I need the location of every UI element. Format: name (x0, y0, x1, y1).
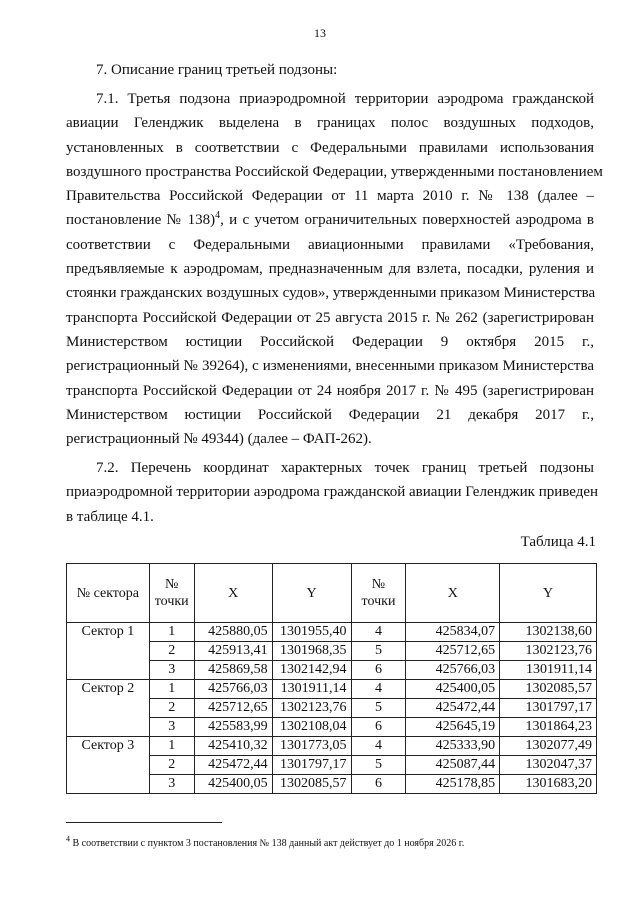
point-number: 4 (351, 623, 406, 642)
table-caption: Таблица 4.1 (520, 534, 596, 550)
footnote (66, 834, 465, 849)
point-number: 5 (351, 699, 406, 718)
section-heading: 7. Описание границ третьей подзоны: (96, 62, 338, 78)
y-value: 1302142,94 (272, 661, 351, 680)
x-value: 425834,07 (406, 623, 500, 642)
x-value: 425400,05 (406, 680, 500, 699)
x-value: 425869,58 (194, 661, 272, 680)
paragraph-line: предъявляемые к аэродромам, предназначенным для взлета, посадки, руления и (66, 261, 594, 278)
paragraph-7-2 (66, 456, 599, 529)
point-number: 4 (351, 737, 406, 756)
header-x: X (406, 564, 500, 623)
y-value: 1301797,17 (500, 699, 597, 718)
y-value: 1301955,40 (272, 623, 351, 642)
y-value: 1302123,76 (500, 642, 597, 661)
paragraph-line: Правительства Российской Федерации от 11 марта 2010 г. № 138 (далее – (66, 188, 594, 205)
y-value: 1302108,04 (272, 718, 351, 737)
paragraph-line: Министерством юстиции Российской Федерации 9 октября 2015 г., (66, 333, 594, 350)
paragraph-line: в таблице 4.1. (66, 508, 154, 525)
x-value: 425913,41 (194, 642, 272, 661)
footnote-divider (66, 822, 222, 823)
header-y: Y (500, 564, 597, 623)
sector-name: Сектор 1 (67, 623, 150, 680)
paragraph-line: транспорта Российской Федерации от 25 августа 2015 г. № 262 (зарегистрирован (66, 309, 594, 326)
footnote-text: В соответствии с пунктом 3 постановления № 138 данный акт действует до 1 ноября 2026 г. (70, 838, 465, 849)
x-value: 425712,65 (194, 699, 272, 718)
header-point: № точки (149, 564, 194, 623)
x-value: 425712,65 (406, 642, 500, 661)
x-value: 425880,05 (194, 623, 272, 642)
y-value: 1301797,17 (272, 756, 351, 775)
x-value: 425400,05 (194, 775, 272, 794)
x-value: 425472,44 (406, 699, 500, 718)
point-number: 3 (149, 718, 194, 737)
table-row (67, 737, 597, 756)
paragraph-line: соответствии с Федеральными авиационными правилами «Требования, (66, 236, 594, 253)
sector-name: Сектор 2 (67, 680, 150, 737)
table-body (67, 623, 597, 794)
y-value: 1301864,23 (500, 718, 597, 737)
header-y: Y (272, 564, 351, 623)
header-point: № точки (351, 564, 406, 623)
paragraph-line: авиации Геленджик выделена в границах полос воздушных подходов, (66, 115, 594, 132)
x-value: 425645,19 (406, 718, 500, 737)
point-number: 1 (149, 680, 194, 699)
x-value: 425178,85 (406, 775, 500, 794)
point-number: 2 (149, 699, 194, 718)
page-number: 13 (314, 26, 326, 40)
y-value: 1302077,49 (500, 737, 597, 756)
sector-name: Сектор 3 (67, 737, 150, 794)
point-number: 1 (149, 737, 194, 756)
point-number: 5 (351, 756, 406, 775)
paragraph-line: установленных в соответствии с Федеральными правилами использования (66, 139, 594, 156)
footnote-ref: 4 (215, 210, 221, 222)
y-value: 1301968,35 (272, 642, 351, 661)
x-value: 425410,32 (194, 737, 272, 756)
y-value: 1301911,14 (272, 680, 351, 699)
y-value: 1301683,20 (500, 775, 597, 794)
paragraph-7-1 (66, 87, 603, 451)
point-number: 6 (351, 661, 406, 680)
y-value: 1301911,14 (500, 661, 597, 680)
x-value: 425766,03 (194, 680, 272, 699)
paragraph-line: приаэродромной территории аэродрома гражданской авиации Геленджик приведен (66, 484, 599, 501)
y-value: 1302047,37 (500, 756, 597, 775)
paragraph-line: воздушного пространства Российской Федерации, утвержденными постановлением (66, 163, 603, 180)
paragraph-line: регистрационный № 49344) (далее – ФАП-262). (66, 431, 372, 448)
table-header-row (67, 564, 597, 623)
x-value: 425472,44 (194, 756, 272, 775)
coordinates-table (66, 563, 597, 794)
x-value: 425333,90 (406, 737, 500, 756)
table-row (67, 680, 597, 699)
point-number: 3 (149, 661, 194, 680)
point-number: 5 (351, 642, 406, 661)
paragraph-line-with-footnote (66, 208, 594, 232)
point-number: 6 (351, 718, 406, 737)
header-x: X (194, 564, 272, 623)
paragraph-line: регистрационный № 39264), с изменениями, внесенными приказом Министерства (66, 358, 594, 375)
point-number: 3 (149, 775, 194, 794)
y-value: 1302085,57 (500, 680, 597, 699)
y-value: 1302085,57 (272, 775, 351, 794)
y-value: 1302123,76 (272, 699, 351, 718)
point-number: 2 (149, 642, 194, 661)
paragraph-line: Министерством юстиции Российской Федерации 21 декабря 2017 г., (66, 406, 594, 423)
y-value: 1301773,05 (272, 737, 351, 756)
x-value: 425087,44 (406, 756, 500, 775)
paragraph-line: 7.2. Перечень координат характерных точек границ третьей подзоны (96, 460, 594, 476)
paragraph-line: 7.1. Третья подзона приаэродромной территории аэродрома гражданской (96, 91, 594, 107)
paragraph-line: транспорта Российской Федерации от 24 ноября 2017 г. № 495 (зарегистрирован (66, 382, 594, 399)
x-value: 425583,99 (194, 718, 272, 737)
paragraph-line: стоянки гражданских воздушных судов», утвержденными приказом Министерства (66, 285, 596, 302)
footnote-mark: 4 (66, 834, 70, 844)
table-row (67, 623, 597, 642)
x-value: 425766,03 (406, 661, 500, 680)
paragraph-text: постановление № 138) (66, 212, 216, 229)
point-number: 4 (351, 680, 406, 699)
point-number: 1 (149, 623, 194, 642)
header-sector: № сектора (67, 564, 150, 623)
paragraph-text: , и с учетом ограничительных поверхностей аэродрома в (220, 212, 594, 229)
point-number: 6 (351, 775, 406, 794)
point-number: 2 (149, 756, 194, 775)
y-value: 1302138,60 (500, 623, 597, 642)
